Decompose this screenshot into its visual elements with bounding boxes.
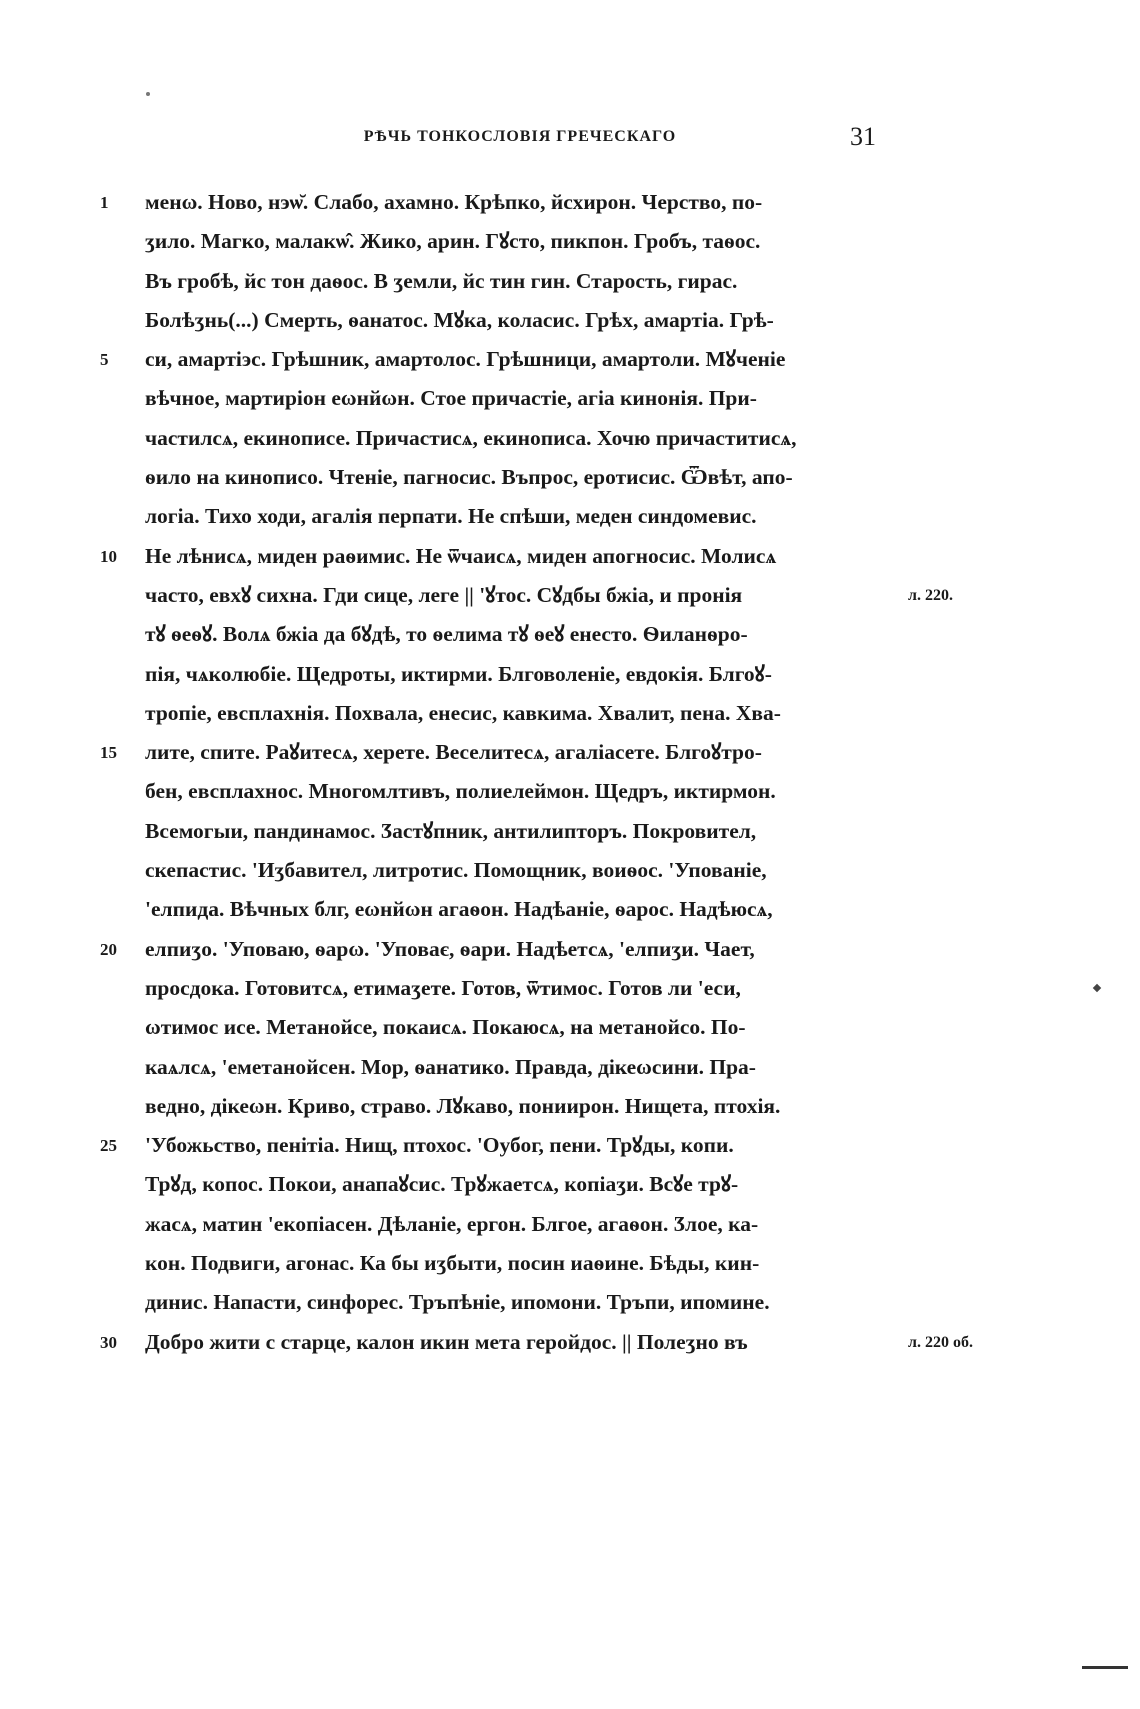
text-line: [0, 930, 1140, 969]
line-text: вѣчное, мартиріон еωнйωн. Стое причастіе, агіа кинонія. При-: [145, 386, 757, 411]
line-text: Добро жити с старце, калон икин мета геройдос. || Полеӡно въ: [145, 1329, 748, 1354]
text-line: [0, 1087, 1140, 1126]
text-line: [0, 1008, 1140, 1047]
text-line: [0, 497, 1140, 536]
text-line: [0, 340, 1140, 379]
text-line: [0, 733, 1140, 772]
line-text: ведно, дікеωн. Криво, страво. Лꙋкаво, пониирон. Нищета, птохія.: [145, 1093, 781, 1118]
line-text: пія, чѧколюбіе. Щедроты, иктирми. Блговоленіе, евдокія. Блгоꙋ-: [145, 661, 772, 686]
text-line: [0, 458, 1140, 497]
line-text: Болѣӡнь(...) Смерть, ѳанатос. Мꙋка, коласис. Грѣх, амартіа. Грѣ-: [145, 307, 774, 332]
text-line: [0, 772, 1140, 811]
line-number: 25: [100, 1136, 117, 1156]
text-line: [0, 1244, 1140, 1283]
line-number: 15: [100, 743, 117, 763]
line-text: ѳило на кинописо. Чтеніе, пагносис. Въпрос, еротисис. Ѿвѣт, апо-: [145, 465, 793, 490]
line-text: Всемогыи, пандинамос. Ӡастꙋпник, антилипторъ. Покровител,: [145, 818, 757, 843]
page-number: 31: [850, 122, 876, 151]
text-line: [0, 301, 1140, 340]
line-text: просдока. Готовитсѧ, етимаӡете. Готов, ѿтимос. Готов ли 'еси,: [145, 975, 741, 1000]
text-line: [0, 969, 1140, 1008]
text-line: [0, 183, 1140, 222]
text-line: [0, 655, 1140, 694]
line-text: частилсѧ, екинописе. Причастисѧ, екинописа. Хочю причаститисѧ,: [145, 425, 797, 450]
body-text: [0, 183, 1140, 1362]
text-line: [0, 890, 1140, 929]
text-line: [0, 1283, 1140, 1322]
text-line: [0, 615, 1140, 654]
line-number: 20: [100, 939, 117, 959]
line-text: ӡило. Магко, малакѡ̂. Жико, арин. Гꙋсто, пикпон. Гробъ, таѳос.: [145, 229, 761, 254]
line-text: тꙋ ѳеѳꙋ. Волѧ бжіа да бꙋдѣ, то ѳелима тꙋ ѳеꙋ енесто. Ѳиланѳро-: [145, 622, 748, 647]
line-text: Не лѣнисѧ, миден раѳимис. Не ѿчаисѧ, миден апогносис. Молисѧ: [145, 543, 777, 568]
text-line: [0, 262, 1140, 301]
line-text: скепастис. 'Иӡбавител, литротис. Помощник, воиѳос. 'Упованіе,: [145, 858, 767, 883]
text-line: [0, 1323, 1140, 1362]
folio-margin-note: л. 220.: [908, 586, 953, 604]
line-text: Въ гробѣ, йс тон даѳос. В ӡемли, йс тин гин. Старость, гирас.: [145, 268, 738, 293]
line-text: динис. Напасти, синфорес. Тръпѣніе, ипомони. Тръпи, ипомине.: [145, 1290, 770, 1315]
line-number: 30: [100, 1332, 117, 1352]
line-number: 5: [100, 350, 109, 370]
line-text: лите, спите. Раꙋитесѧ, херете. Веселитесѧ, агаліасете. Блгоꙋтро-: [145, 740, 762, 765]
text-line: [0, 222, 1140, 261]
folio-margin-note: л. 220 об.: [908, 1333, 973, 1351]
text-line: [0, 1048, 1140, 1087]
corner-mark: [1082, 1666, 1128, 1669]
line-text: менω. Ново, нэѡ̆. Слабо, ахамно. Крѣпко, йсхирон. Черство, по-: [145, 190, 763, 214]
stray-dot: [146, 92, 150, 96]
running-head: РѢЧЬ ТОНКОСЛОВІЯ ГРЕЧЕСКАГО: [363, 128, 677, 145]
line-text: 'Убожьство, пенітіа. Нищ, птохос. 'Оубог, пени. Трꙋды, копи.: [145, 1133, 734, 1158]
line-number: 10: [100, 546, 117, 566]
text-line: [0, 851, 1140, 890]
line-text: логіа. Тихо ходи, агалія перпати. Не спѣши, меден синдомевис.: [145, 504, 757, 529]
line-text: жасѧ, матин 'екопіасен. Дѣланіе, ергон. Блгое, агаѳон. Ӡлое, ка-: [145, 1211, 759, 1236]
text-line: [0, 537, 1140, 576]
text-line: [0, 576, 1140, 615]
text-line: [0, 379, 1140, 418]
line-text: 'елпида. Вѣчных блг, еωнйωн агаѳон. Надѣаніе, ѳарос. Надѣюсѧ,: [145, 897, 773, 922]
text-line: [0, 1126, 1140, 1165]
text-line: [0, 1165, 1140, 1204]
line-text: каѧлсѧ, 'еметанойсен. Мор, ѳанатико. Правда, дікеωсини. Пра-: [145, 1054, 756, 1079]
line-text: тропіе, евсплахнія. Похвала, енесис, кавкима. Хвалит, пена. Хва-: [145, 700, 781, 725]
line-text: ωтимос исе. Метанойсе, покаисѧ. Покаюсѧ, на метанойсо. По-: [145, 1015, 746, 1040]
line-text: бен, евсплахнос. Многомлтивъ, полиелеймон. Щедръ, иктирмон.: [145, 779, 776, 804]
text-line: [0, 694, 1140, 733]
line-text: си, амартіэс. Грѣшник, амартолос. Грѣшници, амартоли. Мꙋченіе: [145, 347, 786, 372]
text-line: [0, 419, 1140, 458]
text-line: [0, 1205, 1140, 1244]
line-text: кон. Подвиги, агонас. Ка бы иӡбыти, посин иаѳине. Бѣды, кин-: [145, 1251, 760, 1276]
text-line: [0, 812, 1140, 851]
line-text: Трꙋд, копос. Покои, анапаꙋсис. Трꙋжаетсѧ, копіаӡи. Всꙋе трꙋ-: [145, 1172, 739, 1197]
line-text: часто, евхꙋ сихна. Гди сице, леге || 'ꙋтос. Сꙋдбы бжіа, и пронія: [145, 582, 743, 607]
line-number: 1: [100, 193, 109, 212]
line-text: елпиӡо. 'Уповаю, ѳарω. 'Уповає, ѳари. Надѣетсѧ, 'елпиӡи. Чает,: [145, 936, 755, 961]
